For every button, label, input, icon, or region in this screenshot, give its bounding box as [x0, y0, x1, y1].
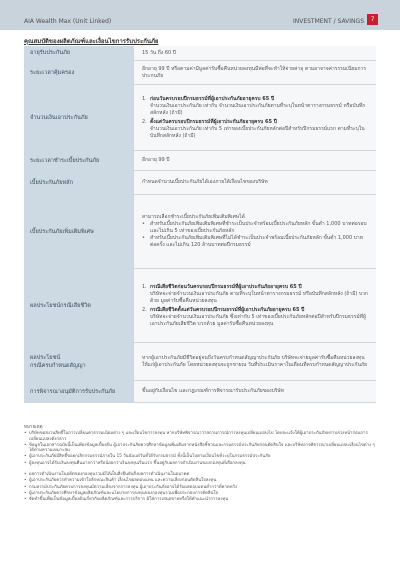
- table-row: [24, 381, 376, 403]
- row-value: อีกอายุ 99 ปี: [134, 151, 376, 170]
- footnotes: [24, 425, 376, 504]
- table-row: [24, 195, 376, 269]
- numbered-item: 2. กรณีเสียชีวิตตั้งแต่วันครบรอบปีกรมธรรม์ที่ผู้เอาประกันภัยอายุครบ 65 ปี: [142, 306, 305, 313]
- row-label: อายุรับประกันภัย: [24, 46, 134, 60]
- numbered-item: 2. ตั้งแต่วันครบรอบปีกรมธรรม์ที่ผู้เอาประกันภัยอายุครบ 65 ปี: [142, 118, 277, 125]
- table-row: [24, 171, 376, 195]
- note-item: • ผู้เอาประกันภัยควรศึกษาข้อมูลผลิตภัณฑ์และนโยบายการลงทุนของกองทุนรวมเพื่อประกอบการตัดสินใจ: [24, 490, 219, 496]
- note-item: • ผู้เอาประกันภัยควรทำความเข้าใจลักษณะสินค้า เงื่อนไขผลตอบแทน และความเสี่ยงก่อนตัดสินใจลงทุน: [24, 478, 217, 484]
- row-value: อีกอายุ 99 ปี หรือตามค่ามีมูลค่ารับซื้อคืนหน่วยลงทุนมีพอที่จะทำให้จ่ายค่าอุ ตามอาจาจค่ารรรมเนียมการประกนภัย: [134, 61, 376, 84]
- row-value: กำหนดจำนวนเบี้ยประกันภัยได้เองภายใต้เงื่อนไขของบริษัท: [134, 171, 376, 194]
- row-label: จำนวนเงินเอาประกันภัย: [24, 85, 134, 150]
- item-body: จำนวนเงินเอาประกันภัย เท่ากับ 5 เท่าของเบี้ยประกันภัยหลักต่อปีสำหรับปีกรมธรรม์แรก ตามที่ระบุในบันทึกสลักหลัง (ถ้ามี): [150, 125, 365, 139]
- table-row: [24, 343, 376, 381]
- note-item: • ผลการดำเนินงานในอดีตของกองทุนรวมมิได้เป็นสิ่งยืนยันถึงผลการดำเนินงานในอนาคต: [24, 472, 190, 478]
- table-row: [24, 269, 376, 343]
- row-value: 15 วัน ถึง 60 ปี: [134, 46, 376, 60]
- row-label: ผลประโยชน์ กรณีครบกำหนดสัญญา: [24, 343, 134, 380]
- bullet-item: • สำหรับเบี้ยประกันภัยเพิ่มเติมพิเศษที่ไม่ได้ชำระเป็นประจำพร้อมเบี้ยประกันภัยหลัก ขั้นต่ำ 1,000 บาทต่อครั้ง และไม่เกิน 120 ล้านบาทต่อปีกรมธรรม์: [142, 235, 364, 248]
- item-body: บริษัทจะจ่ายจำนวนเงินเอาประกันภัย ซึ่งเท่ากับ 5 เท่าของเบี้ยประกันภัยหลักต่อปีสำหรับปีกรมธรรม์ที่ผู้เอาประกันภัยเสียชีวิต บวกด้วย มูลค่ารับซื้อคืนหน่วยลงทุน: [150, 313, 366, 327]
- row-value: หากผู้เอาประกันภัยมีชีวิตอยู่จนถึงวันครบกำหนดสัญญาประกันภัย บริษัทจะจ่ายมูลค่ารับซื้อคืนหน่วยลงทุนให้แก่ผู้เอาประกันภัย โดยหน่วยลงทุนจะถูกขายณ วันที่ประเมินราคาในเดือนที่ครบกำหนดสัญญาประกันภัย: [134, 343, 376, 380]
- table-row: [24, 85, 376, 151]
- note-item: • บริษัทขอสงวนสิทธิ์ในการเปลี่ยนค่าธรรมเนียมต่าง ๆ และเงื่อนไขการลงทุน หากบริษัทพิจารณาว่าสถานการณ์การลงทุนเปลี่ยนแปลงไป โดยจะแจ้งให้ผู้เอาประกันภัยทราบล่วงหน้าก่อนการเปลี่ยนแปลงดังกล่าว: [24, 431, 368, 442]
- table-row: [24, 61, 376, 85]
- row-label: การพิจารณาอนุมัติการรับประกันภัย: [24, 381, 134, 402]
- note-item: • ข้อมูลในเอกสารฉบับนี้เป็นเพียงข้อมูลเบื้องต้น ผู้เอาประกันภัยควรศึกษาข้อมูลเพิ่มเติมจากหนังสือชี้ชวนและกรมธรรม์ประกันภัยก่อนตัดสินใจ และบริษัทอาจพิจารณาเปลี่ยนแปลงเงื่อนไขต่าง ๆ ได้ตามความเหมาะสม: [24, 442, 375, 454]
- note-item: • จัดทำขึ้นเพื่อเป็นข้อมูลเบื้องต้นเกี่ยวกับผลิตภัณฑ์และการบริการ มิใช่การเสนอขายหรือให้คำแนะนำการลงทุน: [24, 497, 229, 503]
- row-label: ผลประโยชน์กรณีเสียชีวิต: [24, 269, 134, 342]
- table-row: [24, 151, 376, 171]
- row-label: ระยะเวลาชำระเบี้ยประกันภัย: [24, 151, 134, 170]
- item-body: จำนวนเงินเอาประกันภัย เท่ากับ จำนวนเงินเอาประกันภัยตามที่ระบุในหน้าตารางกรมธรรม์ หรือบันทึกสลักหลัง (ถ้ามี): [150, 102, 366, 116]
- note-item: • ผู้เอาประกันภัยมีสิทธิ์ขอยกเลิกกรมธรรม์ภายใน 15 วันนับแต่วันที่ได้รับกรมธรรม์ ทั้งนี้เป็นไปตามเงื่อนไขที่ระบุในกรมธรรม์ประกันภัย: [24, 454, 271, 460]
- note-item: • กรมธรรม์ประกันภัยควบการลงทุนมีความเสี่ยงจากการลงทุน ผู้เอาประกันภัยอาจได้รับผลตอบแทนต่ำกว่าที่คาดหวัง: [24, 484, 238, 490]
- row-value: ขึ้นอยู่กับเงื่อนไข และกฎเกณฑ์การพิจารณารับประกันภัยของบริษัท: [134, 381, 376, 402]
- page-heading: คุณสมบัติของผลิตภัณฑ์และเงื่อนไขการรับประกันภัย: [24, 38, 159, 45]
- product-name: AIA Wealth Max (Unit Linked): [24, 18, 112, 25]
- row-label: เบี้ยประกันภัยเพิ่มเติมพิเศษ: [24, 195, 134, 268]
- item-body: บริษัทจะจ่ายจำนวนเงินเอาประกันภัย ตามที่ระบุในหน้าตารางกรมธรรม์ หรือบันทึกสลักหลัง (ถ้ามี) บวกด้วย มูลค่ารับซื้อคืนหน่วยลงทุน: [150, 290, 368, 304]
- header-bar: [0, 0, 400, 30]
- bullet-item: • สำหรับเบี้ยประกันภัยเพิ่มเติมพิเศษที่ชำระเป็นประจำพร้อมเบี้ยประกันภัยหลัก ขั้นต่ำ 1,000 บาทต่อรอบ และไม่เกิน 5 เท่าของเบี้ยประกันภัยหลัก: [142, 221, 367, 234]
- row-value: [134, 85, 376, 150]
- numbered-item: 1. ก่อนวันครบรอบปีกรมธรรม์ที่ผู้เอาประกันภัยอายุครบ 65 ปี: [142, 95, 275, 102]
- note-item: • ผู้ลงทุนอาจได้รับเงินลงทุนคืนมากกว่าหรือน้อยกว่าเงินลงทุนเริ่มแรก ขึ้นอยู่กับผลการดำเนินงานของกองทุนที่เลือกลงทุน: [24, 460, 246, 466]
- numbered-item: 1. กรณีเสียชีวิตก่อนวันครบรอบปีกรมธรรม์ที่ผู้เอาประกันภัยอายุครบ 65 ปี: [142, 283, 302, 290]
- row-label: เบี้ยประกันภัยหลัก: [24, 171, 134, 194]
- page-number: 7: [367, 14, 378, 25]
- notes-title: หมายเหตุ: [24, 425, 43, 430]
- row-value: [134, 195, 376, 268]
- conditions-table: [24, 46, 376, 403]
- table-row: [24, 46, 376, 61]
- row-value: [134, 269, 376, 342]
- section-title: INVESTMENT / SAVINGS: [292, 18, 364, 25]
- row-label: ระยะเวลาคุ้มครอง: [24, 61, 134, 84]
- intro-text: สามารถเลือกชำระเบี้ยประกันภัยเพิ่มเติมพิเศษได้: [142, 214, 245, 220]
